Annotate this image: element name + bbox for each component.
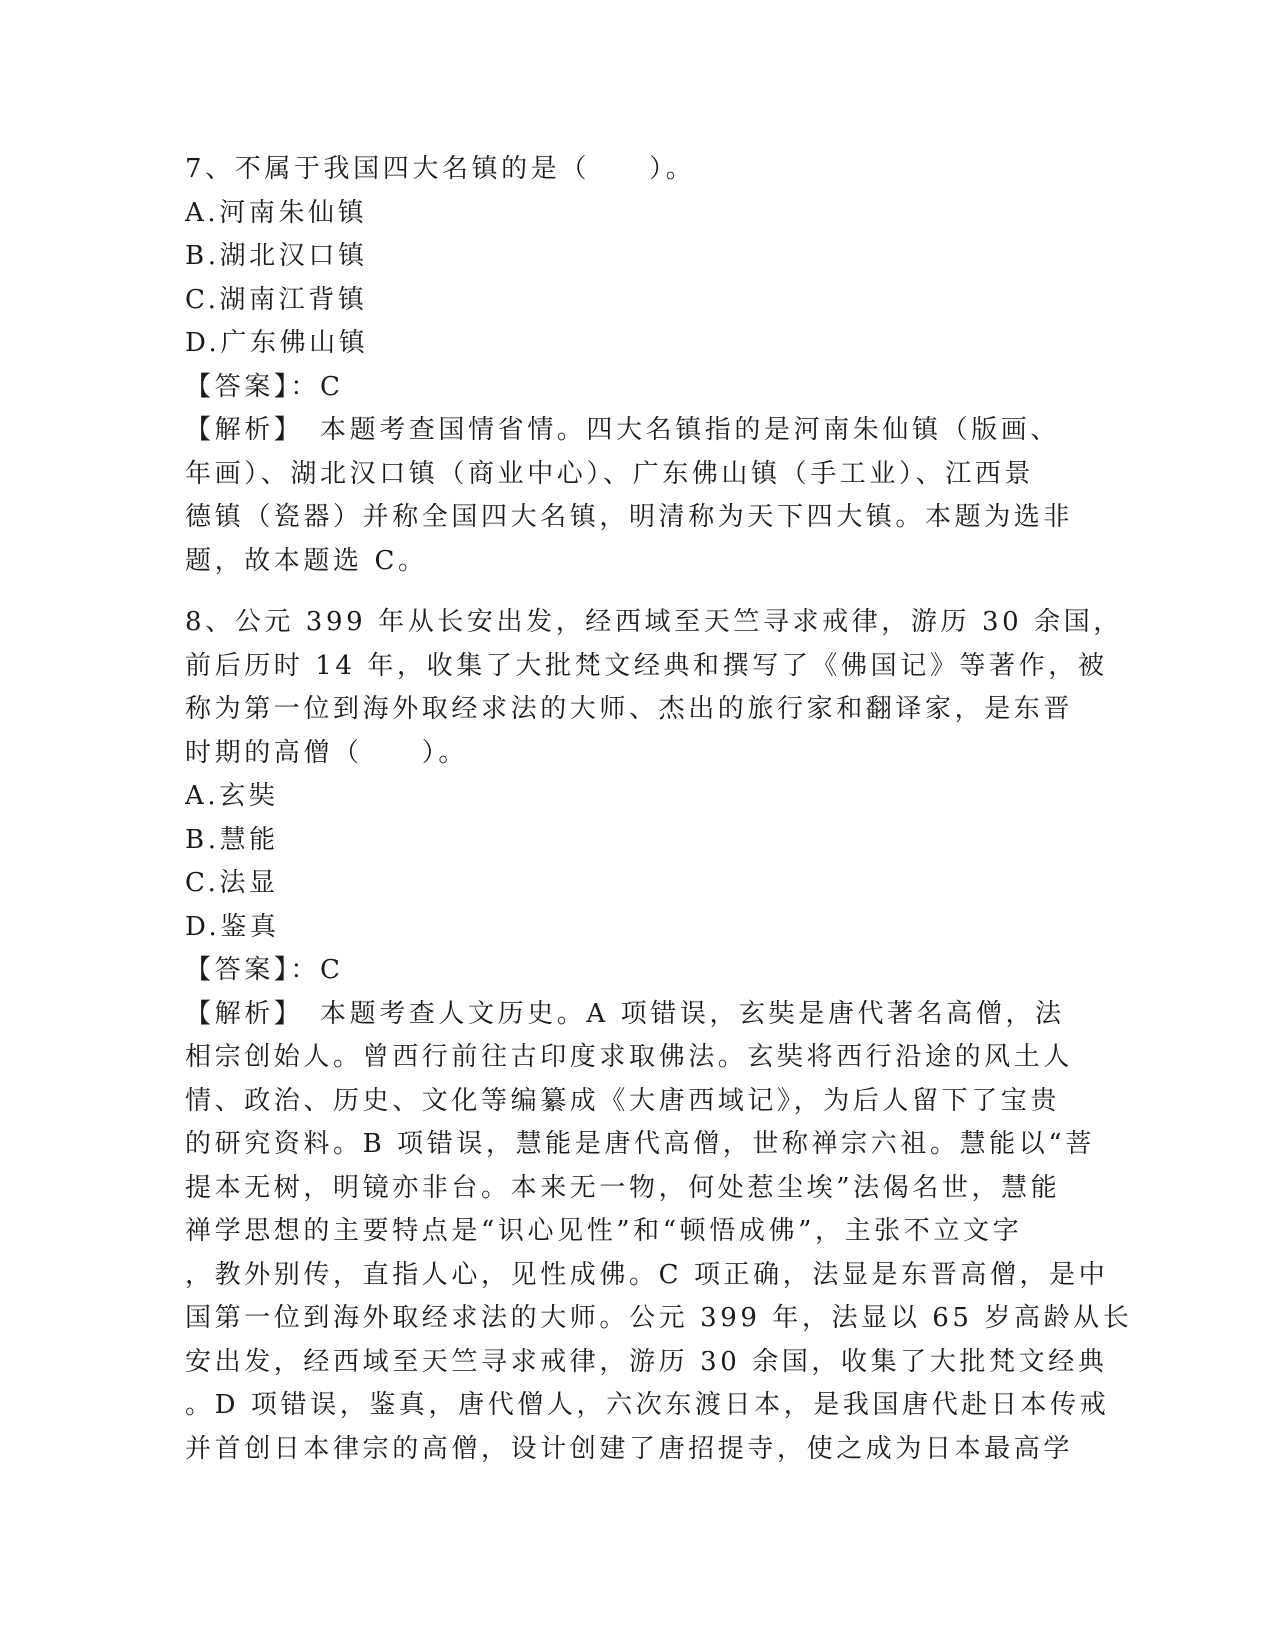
question-7 — [185, 148, 1090, 583]
option-b: B.慧能 — [185, 824, 279, 855]
question-stem: 7、不属于我国四大名镇的是（ ）。 — [185, 154, 696, 184]
analysis-line: 并首创日本律宗的高僧，设计创建了唐招提寺，使之成为日本最高学 — [185, 1433, 1074, 1464]
question-separator — [185, 583, 1090, 601]
option-c: C.湖南江背镇 — [185, 284, 368, 315]
analysis-line: 年画）、湖北汉口镇（商业中心）、广东佛山镇（手工业）、江西景 — [185, 458, 1035, 489]
option-b: B.湖北汉口镇 — [185, 241, 368, 271]
analysis-line: 题，故本题选 C。 — [185, 545, 428, 576]
question-stem: 前后历时 14 年，收集了大批梵文经典和撰写了《佛国记》等著作，被 — [185, 650, 1108, 681]
option-d: D.鉴真 — [185, 911, 280, 942]
question-stem: 称为第一位到海外取经求法的大师、杰出的旅行家和翻译家，是东晋 — [185, 694, 1074, 724]
analysis-line: 安出发，经西域至天竺寻求戒律，游历 30 余国，收集了大批梵文经典 — [185, 1346, 1108, 1377]
analysis-line: 的研究资料。B 项错误，慧能是唐代高僧，世称禅宗六祖。慧能以“菩 — [185, 1129, 1095, 1159]
option-a: A.河南朱仙镇 — [185, 197, 368, 228]
answer-line: 【答案】：C — [185, 371, 344, 402]
analysis-line: 禅学思想的主要特点是“识心见性”和“顿悟成佛”，主张不立文字 — [185, 1216, 1023, 1246]
option-c: C.法显 — [185, 868, 279, 898]
document-page — [185, 148, 1133, 1471]
analysis-line: 德镇（瓷器）并称全国四大名镇，明清称为天下四大镇。本题为选非 — [185, 502, 1074, 532]
analysis-line: 【解析】 本题考查人文历史。A 项错误，玄奘是唐代著名高僧，法 — [185, 998, 1065, 1029]
analysis-line: ，教外别传，直指人心，见性成佛。C 项正确，法显是东晋高僧，是中 — [185, 1259, 1109, 1290]
question-stem: 时期的高僧（ ）。 — [185, 737, 469, 768]
analysis-line: 提本无树，明镜亦非台。本来无一物，何处惹尘埃”法偈名世，慧能 — [185, 1172, 1061, 1203]
question-stem: 8、公元 399 年从长安出发，经西域至天竺寻求戒律，游历 30 余国， — [185, 607, 1123, 637]
analysis-line: 相宗创始人。曾西行前往古印度求取佛法。玄奘将西行沿途的风土人 — [185, 1042, 1074, 1072]
question-8 — [185, 601, 1133, 1471]
option-a: A.玄奘 — [185, 781, 279, 811]
analysis-line: 【解析】 本题考查国情省情。四大名镇指的是河南朱仙镇（版画、 — [185, 415, 1061, 445]
analysis-line: 国第一位到海外取经求法的大师。公元 399 年，法显以 65 岁高龄从长 — [185, 1303, 1133, 1333]
analysis-line: 。D 项错误，鉴真，唐代僧人，六次东渡日本，是我国唐代赴日本传戒 — [185, 1390, 1110, 1420]
analysis-line: 情、政治、历史、文化等编纂成《大唐西域记》，为后人留下了宝贵 — [185, 1085, 1061, 1116]
option-d: D.广东佛山镇 — [185, 328, 369, 358]
answer-line: 【答案】：C — [185, 955, 344, 985]
